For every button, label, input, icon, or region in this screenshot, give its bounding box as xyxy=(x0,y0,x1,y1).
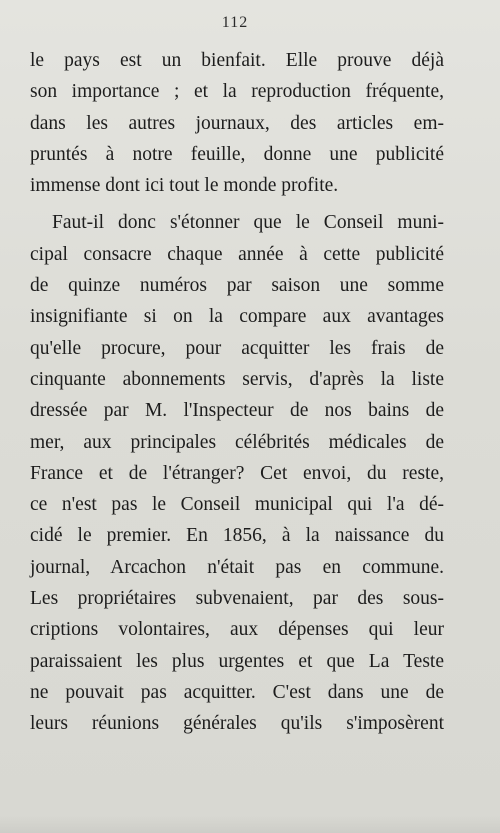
text-line: paraissaient les plus urgentes et que La Teste xyxy=(30,650,444,672)
text-line: ce n'est pas le Conseil municipal qui l'a dé- xyxy=(30,494,444,516)
paragraph-1 xyxy=(30,45,444,201)
text-line: journal, Arcachon n'était pas en commune. xyxy=(30,556,444,578)
text-line: qu'elle procure, pour acquitter les frais de xyxy=(30,337,444,359)
text-line: le pays est un bienfait. Elle prouve déjà xyxy=(30,50,444,71)
body-text xyxy=(30,45,444,740)
page-edge-shadow xyxy=(0,815,500,833)
text-line: leurs réunions générales qu'ils s'imposèrent xyxy=(30,713,444,735)
text-line: criptions volontaires, aux dépenses qui leur xyxy=(30,619,444,641)
page-number: 112 xyxy=(221,14,249,31)
text-line: Les propriétaires subvenaient, par des sous- xyxy=(30,588,444,610)
text-line: pruntés à notre feuille, donne une publicité xyxy=(30,143,444,165)
text-line: France et de l'étranger? Cet envoi, du reste, xyxy=(30,462,444,484)
text-line: son importance ; et la reproduction fréquente, xyxy=(30,81,444,103)
text-line: cidé le premier. En 1856, à la naissance du xyxy=(30,525,444,547)
text-line: cipal consacre chaque année à cette publicité xyxy=(30,243,444,265)
text-line: Faut-il donc s'étonner que le Conseil muni- xyxy=(52,212,444,234)
text-line: insignifiante si on la compare aux avantages xyxy=(30,306,444,328)
text-line: immense dont ici tout le monde profite. xyxy=(30,175,339,197)
text-line: de quinze numéros par saison une somme xyxy=(30,275,444,297)
text-line: ne pouvait pas acquitter. C'est dans une de xyxy=(30,681,444,703)
paragraph-2 xyxy=(30,207,444,739)
text-line: dressée par M. l'Inspecteur de nos bains de xyxy=(30,400,444,422)
text-line: mer, aux principales célébrités médicales de xyxy=(30,431,444,453)
text-line: dans les autres journaux, des articles em- xyxy=(30,112,444,134)
text-line: cinquante abonnements servis, d'après la liste xyxy=(30,368,444,390)
